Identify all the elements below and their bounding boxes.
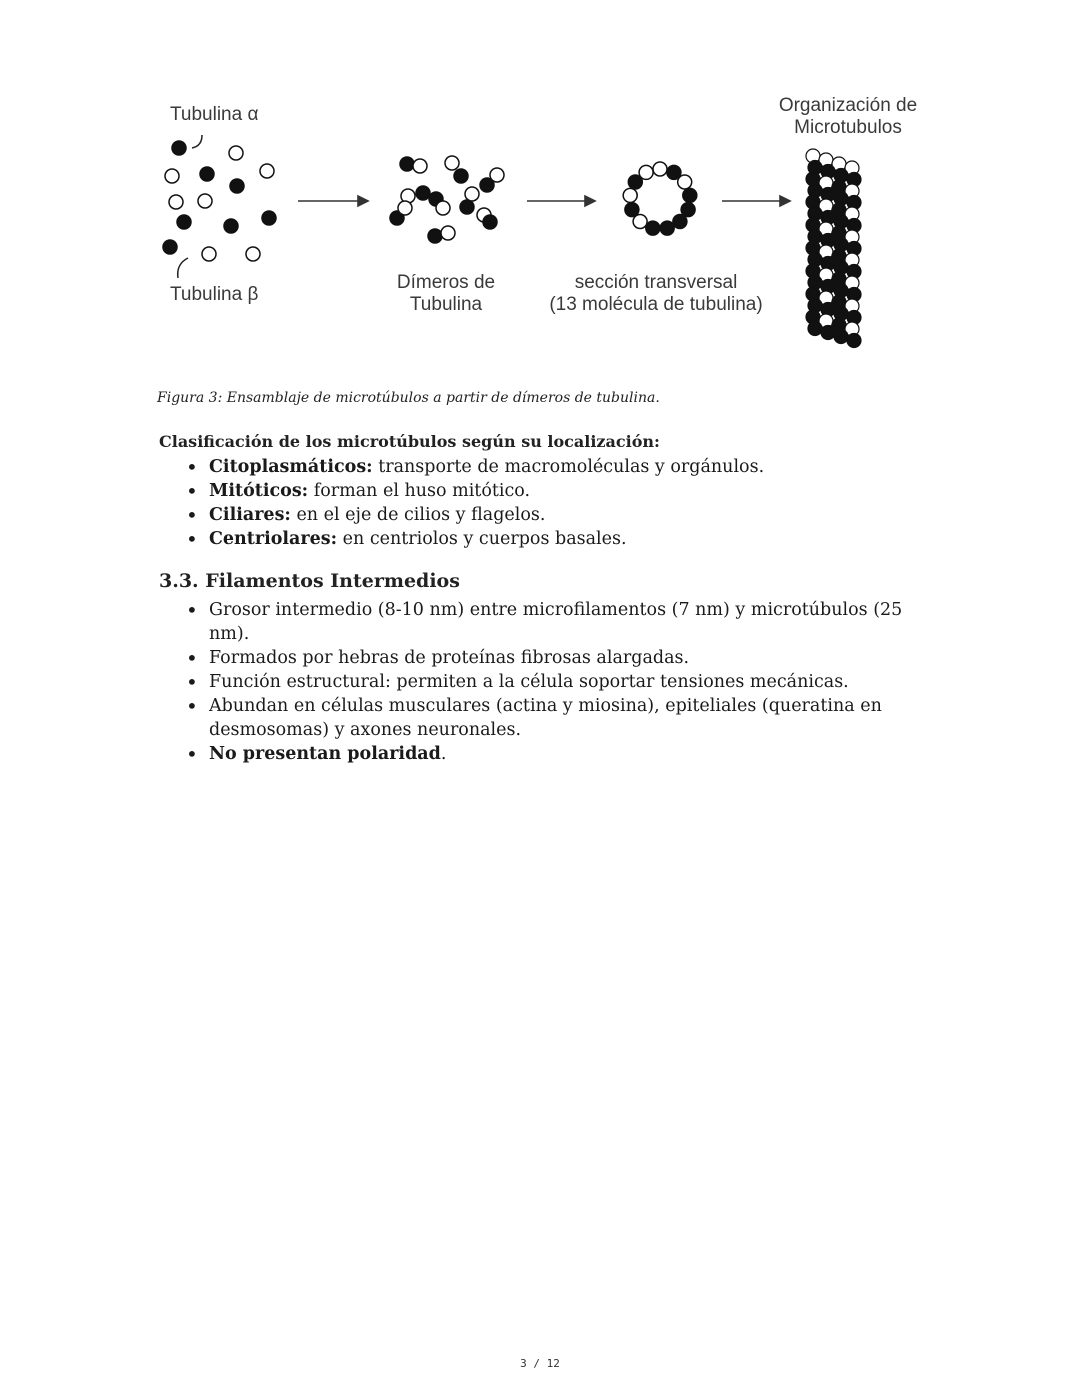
section-title: 3.3. Filamentos Intermedios [159,570,460,592]
list-item [186,527,946,551]
ring-molecule [653,162,667,176]
item-term: No presentan polaridad [209,744,441,764]
pointer-alpha [192,135,202,148]
cross-section-ring [623,162,697,235]
label-dimers-line2: Tubulina [409,294,483,315]
column-molecule [847,334,861,348]
ring-molecule [673,215,687,229]
label-tubulina-beta: Tubulina β [170,284,259,305]
figure-illustration [150,80,940,360]
list-item [186,742,946,766]
column-molecule [821,326,835,340]
item-text: forman el huso mitótico. [308,481,531,501]
item-text: en el eje de cilios y flagelos. [290,505,546,525]
item-text: transporte de macromoléculas y orgánulos. [372,457,765,477]
classification-heading: Clasificación de los microtúbulos según su localización: [159,432,660,451]
item-text: en centriolos y cuerpos basales. [337,529,627,549]
list-item [186,479,946,503]
item-term: Centriolares: [209,529,338,549]
label-dimers-line1: Dímeros de [396,272,496,293]
ring-molecule [639,165,653,179]
microtubule-column [806,149,861,348]
item-term: Ciliares: [209,505,291,525]
label-org-line1: Organización de [778,95,918,116]
ring-molecule [646,221,660,235]
label-org-line2: Microtubulos [794,117,902,138]
section-list [186,598,946,766]
list-item: • Función estructural: permiten a la célula soportar tensiones mecánicas. [186,670,946,694]
column-molecule [808,322,822,336]
microtubule-assembly-figure [150,80,940,360]
item-text: . [440,744,447,764]
tubulin-dimers [390,156,504,243]
figure-caption: Figura 3: Ensamblaje de microtúbulos a partir de dímeros de tubulina. [157,390,660,406]
pointer-beta [178,258,188,278]
ring-molecule [678,175,692,189]
item-term: Mitóticos: [209,481,309,501]
label-tubulina-alpha: Tubulina α [170,104,259,125]
list-item [186,503,946,527]
free-monomers [163,141,276,261]
list-item: • Grosor intermedio (8-10 nm) entre microfilamentos (7 nm) y microtúbulos (25 nm). [186,598,946,646]
classification-list [186,455,946,551]
ring-molecule [625,203,639,217]
list-item [186,455,946,479]
ring-molecule [683,188,697,202]
column-molecule [834,330,848,344]
list-item: • Abundan en células musculares (actina y miosina), epiteliales (queratina en desmosomas) y axones neuronales. [186,694,946,742]
ring-molecule [623,188,637,202]
list-item: • Formados por hebras de proteínas fibrosas alargadas. [186,646,946,670]
page-number: 3 / 12 [520,1357,560,1370]
arrows [298,196,790,206]
item-term: Citoplasmáticos: [209,457,373,477]
label-section-line2: (13 molécula de tubulina) [549,294,763,315]
label-section-line1: sección transversal [574,272,738,293]
ring-molecule [660,221,674,235]
